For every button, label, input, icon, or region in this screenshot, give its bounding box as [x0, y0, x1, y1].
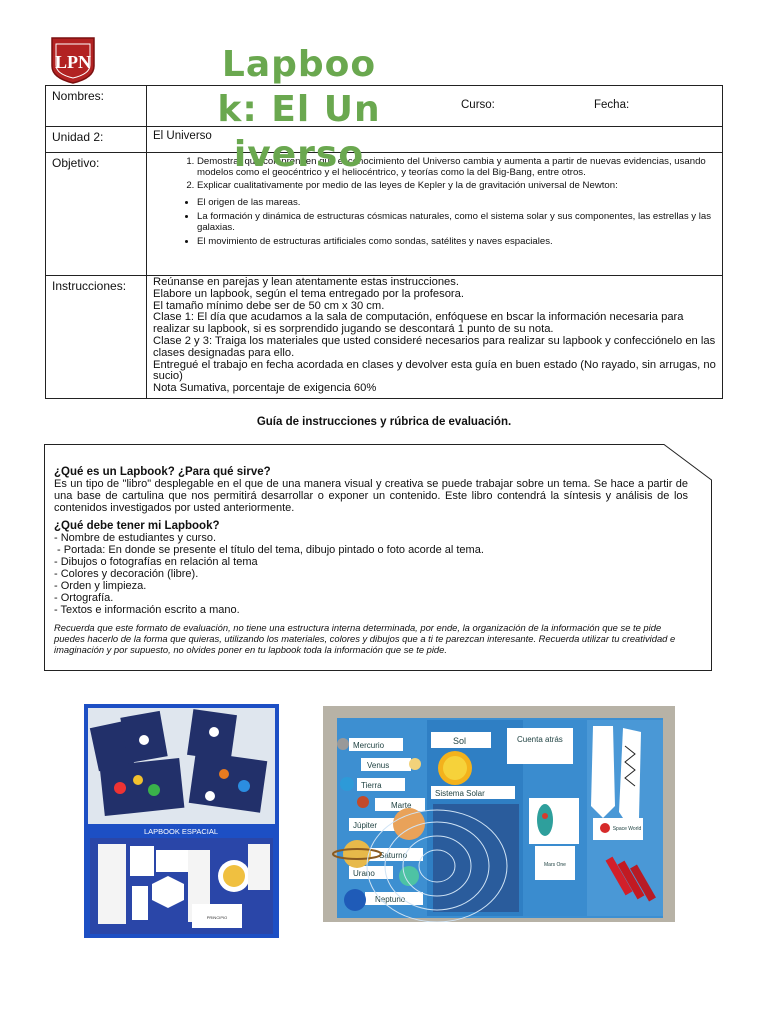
- lapbook-espacial-photo: [84, 704, 279, 938]
- label-space-world: Space World: [612, 826, 642, 832]
- instruccion-line: Reúnanse en parejas y lean atentamente estas instrucciones.: [153, 276, 459, 288]
- instrucciones-label: Instrucciones:: [46, 276, 147, 399]
- requirement-item: - Ortografía.: [54, 592, 114, 604]
- objetivo-item: 1. Demostrar que comprenden que el conocimiento del Universo cambia y aumenta a partir de nuevas evidencias, usando modelos como el geocéntrico y el heliocéntrico, y teorías como la del Big-Bang, entre otros.: [197, 156, 716, 178]
- requirement-item: - Colores y decoración (libre).: [54, 568, 199, 580]
- instruccion-line: Clase 1: El día que acudamos a la sala de computación, enfóquese en bscar la información necesaria para realizar su lapbook, si es sorprendido jugando se descontará 1 punto de su nota.: [153, 311, 684, 336]
- nombres-label: Nombres:: [46, 86, 147, 127]
- tema-item: • La formación y dinámica de estructuras cósmicas naturales, como el sistema solar y sus componentes, las estrellas y las galaxias.: [197, 211, 716, 233]
- guide-title: Guía de instrucciones y rúbrica de evaluación.: [256, 416, 512, 428]
- requirement-item: - Dibujos o fotografías en relación al tema: [54, 556, 258, 568]
- question-what-is: ¿Qué es un Lapbook? ¿Para qué sirve?: [54, 466, 271, 478]
- requirement-item: - Textos e información escrito a mano.: [54, 604, 240, 616]
- unidad-value: El Universo: [147, 127, 723, 153]
- tema-item: • El origen de las mareas.: [197, 197, 716, 208]
- label-sol: Sol: [453, 736, 467, 746]
- label-cuenta-atras: Cuenta atrás: [517, 735, 563, 744]
- student-info-table: [45, 85, 723, 399]
- fecha-label: Fecha:: [594, 99, 630, 111]
- label-venus: Venus: [367, 761, 390, 770]
- label-mercurio: Mercurio: [353, 741, 385, 750]
- requirement-item: - Orden y limpieza.: [54, 580, 147, 592]
- instruccion-line: Elabore un lapbook, según el tema entregado por la profesora.: [153, 287, 464, 300]
- answer-what-is: Es un tipo de "libro" desplegable en el que de una manera visual y creativa se puede trabajar sobre un tema. Se hace a partir de una base de cartulina que nos permitirá desarrollar o exponer un contenido. Este libro contendrá la síntesis y análisis de los contenidos investigados por usted anteriormente.: [54, 478, 688, 514]
- unidad-label: Unidad 2:: [46, 127, 147, 153]
- instruccion-line: Entregué el trabajo en fecha acordada en clases y devolver esta guía en buen estado (No rayado, sin arrugas, no sucio): [153, 358, 716, 383]
- requirement-item: - Nombre de estudiantes y curso.: [54, 532, 217, 544]
- label-urano: Urano: [353, 869, 375, 878]
- curso-label: Curso:: [461, 99, 495, 111]
- lapbook-info-box: [44, 444, 712, 671]
- label-jupiter: Júpiter: [353, 821, 378, 830]
- label-marte: Marte: [391, 801, 412, 810]
- label-sistema-solar: Sistema Solar: [435, 789, 485, 798]
- label-neptuno: Neptuno: [375, 895, 406, 904]
- label-mars-one: Mars One: [544, 862, 566, 868]
- requirement-item: - Portada: En donde se presente el título del tema, dibujo pintado o foto acorde al tema.: [54, 544, 484, 556]
- photo-small-label: PRINCIPIO: [206, 915, 228, 920]
- page-title: Lapbook: El Universo: [217, 44, 381, 175]
- tema-item: • El movimiento de estructuras artificiales como sondas, satélites y naves espaciales.: [197, 236, 716, 247]
- photo-caption: LAPBOOK ESPACIAL: [143, 827, 219, 836]
- label-saturno: Saturno: [379, 851, 408, 860]
- school-logo: [50, 36, 96, 84]
- label-tierra: Tierra: [361, 781, 382, 790]
- instruccion-line: Nota Sumativa, porcentaje de exigencia 60%: [153, 382, 377, 395]
- sistema-solar-lapbook-photo: [323, 706, 675, 922]
- objetivo-label: Objetivo:: [46, 153, 147, 276]
- evaluation-note: Recuerda que este formato de evaluación, no tiene una estructura interna determinada, por ende, la organización de la información que se te pide puedes hacerlo de la forma que quieras, utilizando los materiales, colores y dibujos que a ti te parezcan interesante. Recuerda utilizar tu creatividad e imaginación y por supuesto, no olvides poner en tu lapbook toda la información que se te pide.: [54, 622, 676, 655]
- instruccion-line: El tamaño mínimo debe ser de 50 cm x 30 cm.: [153, 299, 385, 312]
- temas-list: [153, 197, 716, 247]
- question-what-has: ¿Qué debe tener mi Lapbook?: [54, 520, 220, 532]
- objetivo-item: 2. Explicar cualitativamente por medio de las leyes de Kepler y la de gravitación universal de Newton:: [197, 180, 716, 191]
- instruccion-line: Clase 2 y 3: Traiga los materiales que usted consideré necesarios para realizar su lapbook y confecciónelo en las clases designadas para ello.: [153, 334, 716, 359]
- logo-text: LPN: [55, 52, 91, 72]
